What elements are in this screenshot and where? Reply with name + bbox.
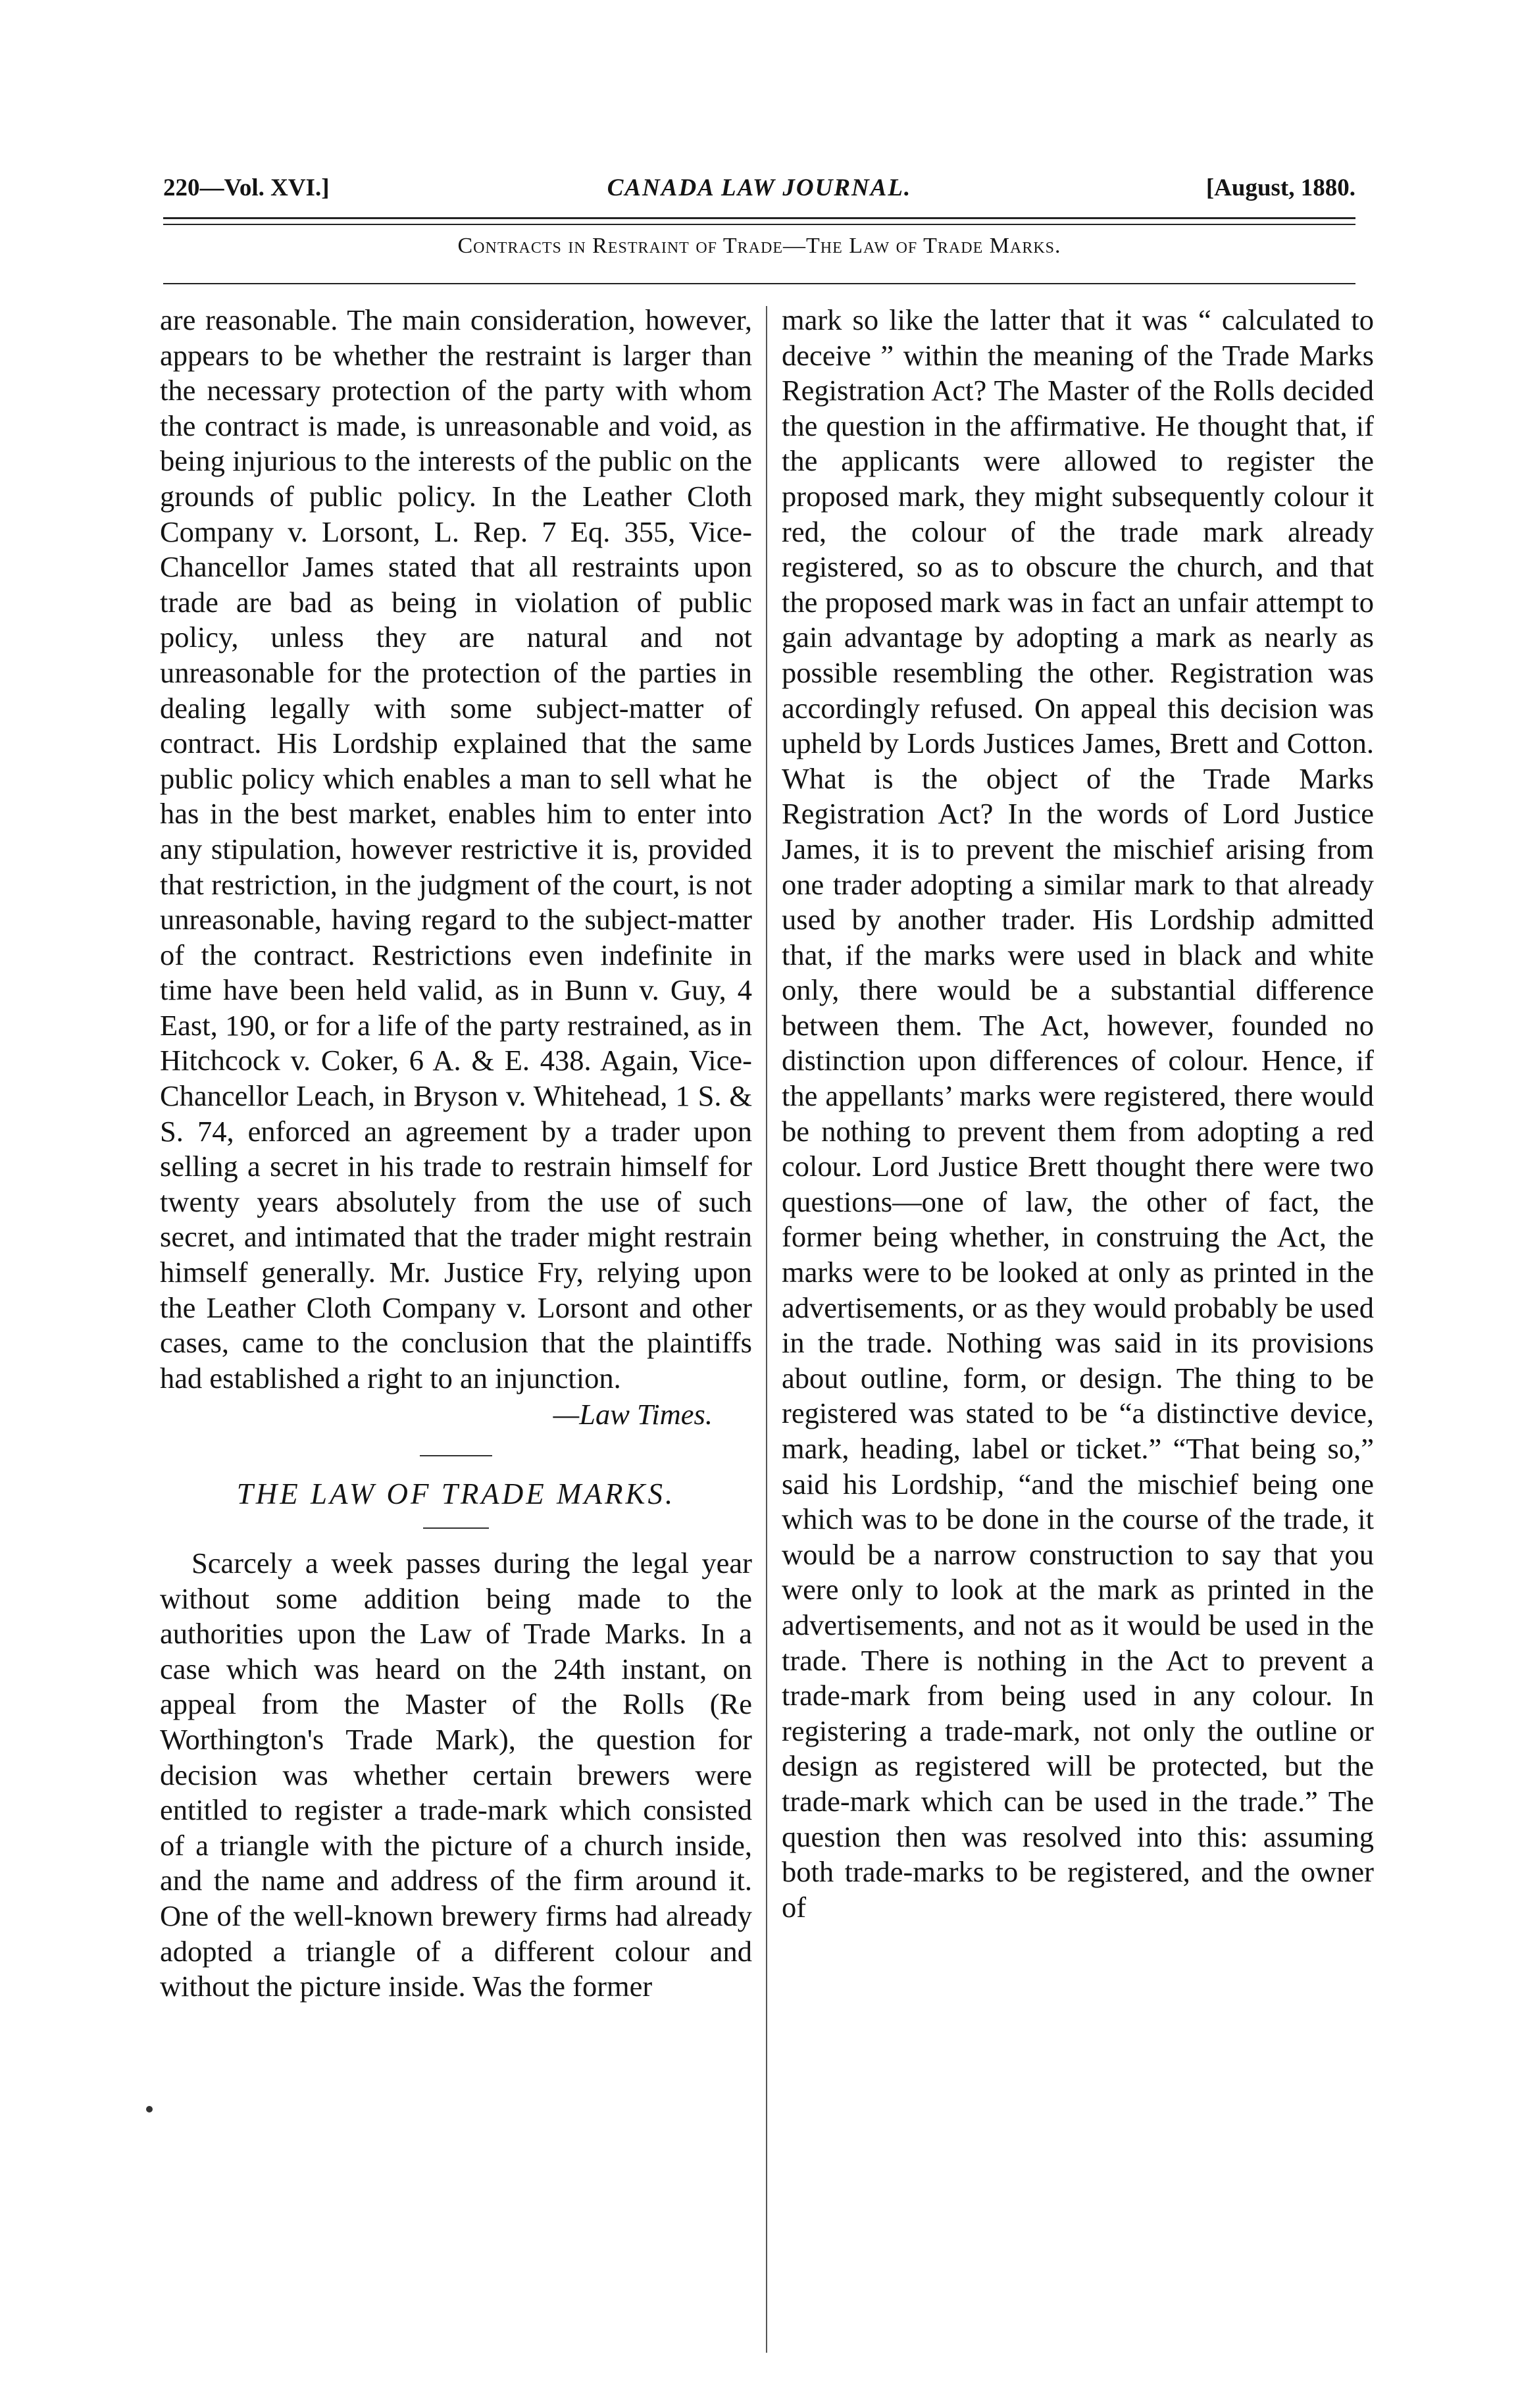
continued-article-text: are reasonable. The main consideration, however, appears to be whether the restraint is larger than the necessary protection of the party with whom the contract is made, is unreasonable and void, as being injurious to the interests of the public on the grounds of public policy. In the Leather Cloth Company v. Lorsont, L. Rep. 7 Eq. 355, Vice-Chancellor James stated that all restraints upon trade are bad as being in violation of public policy, unless they are natural and not unreasonable for the protection of the parties in dealing legally with some subject-matter of contract. His Lordship explained that the same public policy which enables a man to sell what he has in the best market, enables him to enter into any stipulation, however restrictive it is, provided that restriction, in the judgment of the court, is not unreasonable, having regard to the subject-matter of the contract. Restrictions even indefinite in time have been held valid, as in Bunn v. Guy, 4 East, 190, or for a life of the party restrained, as in Hitchcock v. Coker, 6 A. & E. 438. Again, Vice-Chancellor Leach, in Bryson v. Whitehead, 1 S. & S. 74, enforced an agreement by a trader upon selling a secret in his trade to restrain himself for twenty years absolutely from the use of such secret, and intimated that the trader might restrain himself generally. Mr. Justice Fry, relying upon the Leather Cloth Company v. Lorsont and other cases, came to the conclusion that the plaintiffs had established a right to an injunction. <box>160 303 752 1395</box>
journal-title: CANADA LAW JOURNAL. <box>607 174 912 201</box>
header-rule-top <box>163 217 1355 219</box>
article-body: Scarcely a week passes during the legal year without some addition being made to the authorities upon the Law of Trade Marks. In a case which was heard on the 24th instant, on appeal from the Master of the Rolls (Re Worthington's Trade Mark), the question for decision was whether certain brewers were entitled to register a trade-mark which consisted of a triangle with the picture of a church inside, and the name and address of the firm around it. One of the well-known brewery firms had already adopted a triangle of a different colour and without the picture inside. Was the former <box>160 1547 752 2003</box>
article-title: THE LAW OF TRADE MARKS. <box>236 1477 676 1510</box>
section-divider <box>420 1455 492 1456</box>
page-header <box>163 168 1355 208</box>
subhead-rule <box>163 283 1355 284</box>
column-separator <box>766 306 767 2353</box>
page-volume: 220—Vol. XVI.] <box>163 174 330 201</box>
right-column <box>782 303 1374 1925</box>
header-rule-bottom <box>163 224 1355 225</box>
running-head: Contracts in Restraint of Trade—The Law of Trade Marks. <box>457 234 1061 258</box>
issue-date: [August, 1880. <box>1205 174 1355 201</box>
title-divider <box>423 1527 489 1529</box>
source-attribution: —Law Times. <box>553 1398 713 1431</box>
left-column <box>160 303 752 2005</box>
right-column-text: mark so like the latter that it was “ calculated to deceive ” within the meaning of the Trade Marks Registration Act? The Master of the Rolls decided the question in the affirmative. He thought that, if the applicants were allowed to register the proposed mark, they might subsequently colour it red, the colour of the trade mark already registered, so as to obscure the church, and that the proposed mark was in fact an unfair attempt to gain advantage by adopting a mark as nearly as possible resembling the other. Registration was accordingly refused. On appeal this decision was upheld by Lords Justices James, Brett and Cotton. What is the object of the Trade Marks Registration Act? In the words of Lord Justice James, it is to prevent the mischief arising from one trader adopting a similar mark to that already used by another trader. His Lordship admitted that, if the marks were used in black and white only, there would be a substantial difference between them. The Act, however, founded no distinction upon differences of colour. Hence, if the appellants’ marks were registered, there would be nothing to prevent them from adopting a red colour. Lord Justice Brett thought there were two questions—one of law, the other of fact, the former being whether, in construing the Act, the marks were to be looked at only as printed in the advertisements, or as they would probably be used in the trade. Nothing was said in its provisions about outline, form, or design. The thing to be registered was stated to be “a distinctive device, mark, heading, label or ticket.” “That being so,” said his Lordship, “and the mischief being one which was to be done in the course of the trade, it would be a narrow construction to say that you were only to look at the mark as printed in the advertisements, and not as it would be used in the trade. There is nothing in the Act to prevent a trade-mark from being used in any colour. In registering a trade-mark, not only the outline or design as registered will be protected, but the trade-mark which can be used in the trade.” The question then was resolved into this: assuming both trade-marks to be registered, and the owner of <box>782 303 1374 1924</box>
print-speck <box>146 2106 153 2113</box>
